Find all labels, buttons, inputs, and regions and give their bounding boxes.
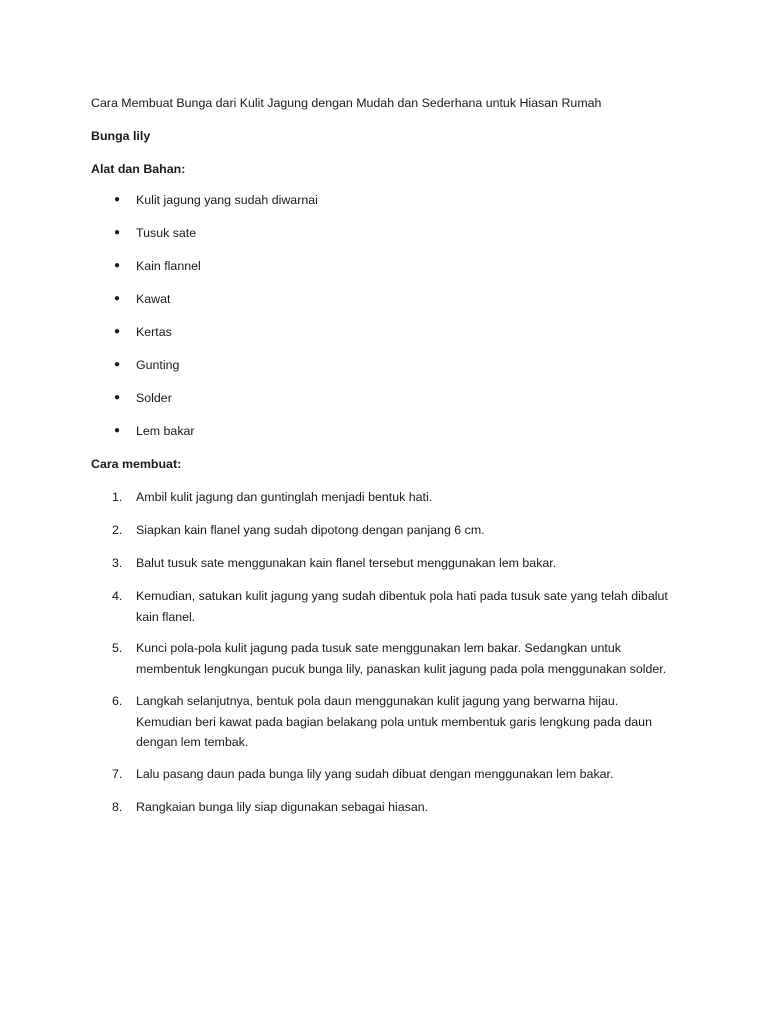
step-text: Balut tusuk sate menggunakan kain flanel tersebut menggunakan lem bakar. xyxy=(136,556,557,570)
step-text: Lalu pasang daun pada bunga lily yang sudah dibuat dengan menggunakan lem bakar. xyxy=(136,767,614,781)
material-label: Gunting xyxy=(136,358,180,372)
material-label: Kulit jagung yang sudah diwarnai xyxy=(136,193,318,207)
bullet-icon: ● xyxy=(114,392,121,403)
step-number: 8. xyxy=(112,800,123,814)
step-text: Langkah selanjutnya, bentuk pola daun menggunakan kulit jagung yang berwarna hijau. Kemudian beri kawat pada bagian belakang pola untuk membentuk garis lengkung pada daun dengan lem tembak. xyxy=(136,694,652,749)
step-text: Kunci pola-pola kulit jagung pada tusuk sate menggunakan lem bakar. Sedangkan untuk membentuk lengkungan pucuk bunga lily, panaskan kulit jagung pada pola menggunakan solder. xyxy=(136,641,667,676)
step-number: 4. xyxy=(112,589,123,603)
step-text: Kemudian, satukan kulit jagung yang sudah dibentuk pola hati pada tusuk sate yang telah dibalut kain flanel. xyxy=(136,589,668,624)
step-number: 3. xyxy=(112,556,123,570)
bullet-icon: ● xyxy=(114,425,121,436)
step-number: 7. xyxy=(112,767,123,781)
step-number: 6. xyxy=(112,694,123,708)
material-label: Tusuk sate xyxy=(136,226,197,240)
document-title: Cara Membuat Bunga dari Kulit Jagung dengan Mudah dan Sederhana untuk Hiasan Rumah xyxy=(91,96,602,110)
step-number: 5. xyxy=(112,641,123,655)
bullet-icon: ● xyxy=(114,359,121,370)
section-subtitle: Bunga lily xyxy=(91,129,151,143)
material-label: Kawat xyxy=(136,292,171,306)
step-number: 2. xyxy=(112,523,123,537)
material-label: Solder xyxy=(136,391,172,405)
materials-heading: Alat dan Bahan: xyxy=(91,162,186,176)
bullet-icon: ● xyxy=(114,293,121,304)
step-text: Siapkan kain flanel yang sudah dipotong dengan panjang 6 cm. xyxy=(136,523,485,537)
material-label: Lem bakar xyxy=(136,424,195,438)
bullet-icon: ● xyxy=(114,227,121,238)
material-label: Kain flannel xyxy=(136,259,201,273)
step-number: 1. xyxy=(112,490,123,504)
bullet-icon: ● xyxy=(114,326,121,337)
material-label: Kertas xyxy=(136,325,172,339)
bullet-icon: ● xyxy=(114,260,121,271)
step-text: Rangkaian bunga lily siap digunakan sebagai hiasan. xyxy=(136,800,429,814)
step-text: Ambil kulit jagung dan guntinglah menjadi bentuk hati. xyxy=(136,490,433,504)
bullet-icon: ● xyxy=(114,194,121,205)
steps-heading: Cara membuat: xyxy=(91,457,182,471)
